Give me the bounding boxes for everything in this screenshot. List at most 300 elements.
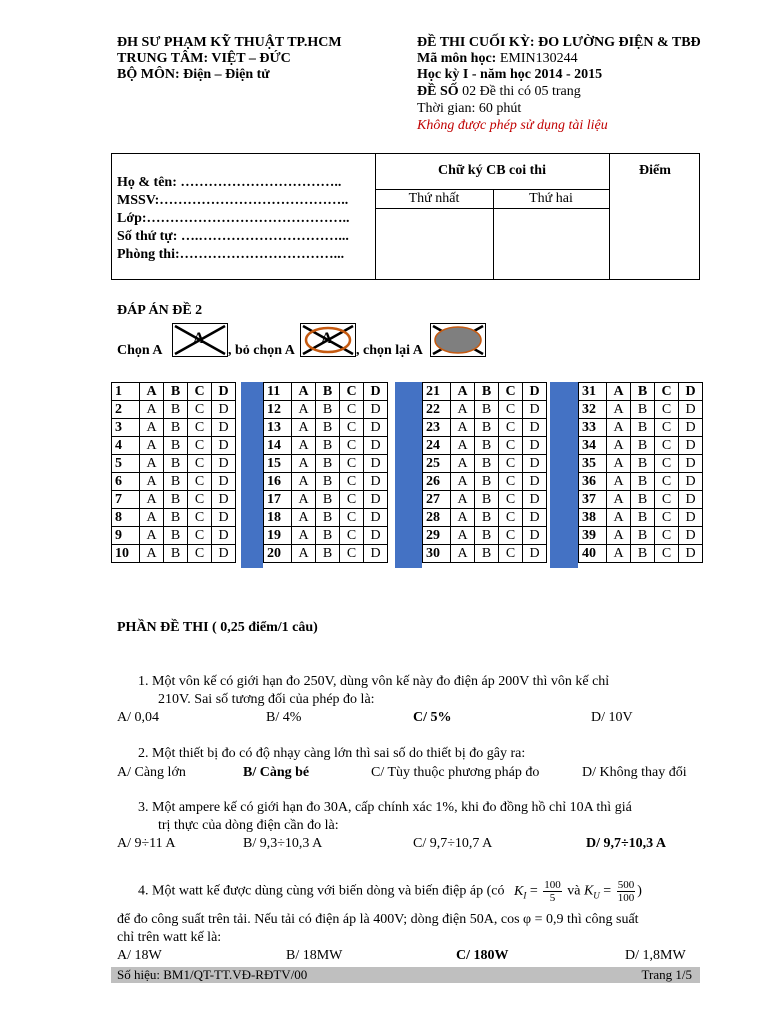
answer-bubble-a[interactable]: A	[451, 527, 475, 545]
answer-bubble-d[interactable]: D	[679, 437, 703, 455]
question-number: 39	[579, 527, 607, 545]
answer-bubble-b[interactable]: B	[316, 383, 340, 401]
ki-subscript: I	[523, 890, 527, 901]
question-1-text-cont: 210V. Sai số tương đối của phép đo là:	[158, 692, 375, 707]
answer-bubble-a[interactable]: A	[140, 401, 164, 419]
question-number: 1	[112, 383, 140, 401]
answer-bubble-b[interactable]: B	[475, 455, 499, 473]
answer-bubble-b[interactable]: B	[631, 419, 655, 437]
answer-bubble-a[interactable]: A	[607, 383, 631, 401]
ki-denominator: 5	[549, 892, 556, 904]
answer-bubble-d[interactable]: D	[679, 401, 703, 419]
answer-bubble-d[interactable]: D	[523, 509, 547, 527]
answer-bubble-d[interactable]: D	[364, 455, 388, 473]
question-4-option-a[interactable]: A/ 18W	[117, 948, 162, 963]
answer-row	[112, 491, 236, 509]
and-word: và	[567, 883, 581, 899]
divider	[375, 208, 609, 209]
answer-bubble-a[interactable]: A	[451, 383, 475, 401]
answer-bubble-d[interactable]: D	[679, 527, 703, 545]
answer-bubble-b[interactable]: B	[164, 383, 188, 401]
semester: Học kỳ I - năm học 2014 - 2015	[417, 67, 603, 82]
answer-bubble-b[interactable]: B	[164, 437, 188, 455]
answer-row	[112, 419, 236, 437]
answer-bubble-c[interactable]: C	[499, 419, 523, 437]
answer-bubble-b[interactable]: B	[631, 545, 655, 563]
answer-bubble-b[interactable]: B	[475, 437, 499, 455]
question-number: 25	[423, 455, 451, 473]
answer-bubble-a[interactable]: A	[292, 419, 316, 437]
answer-bubble-b[interactable]: B	[316, 527, 340, 545]
answer-bubble-d[interactable]: D	[523, 383, 547, 401]
field-class: Lớp:……………………………………..	[117, 211, 350, 226]
question-2-option-b[interactable]: B/ Càng bé	[243, 765, 310, 780]
ki-symbol: K	[513, 883, 524, 899]
answer-row	[264, 509, 388, 527]
question-number: 40	[579, 545, 607, 563]
answer-bubble-c[interactable]: C	[188, 401, 212, 419]
answer-bubble-b[interactable]: B	[316, 437, 340, 455]
answer-bubble-d[interactable]: D	[679, 419, 703, 437]
answer-bubble-a[interactable]: A	[292, 473, 316, 491]
answer-bubble-a[interactable]: A	[292, 509, 316, 527]
answer-bubble-a[interactable]: A	[451, 401, 475, 419]
exam-time: Thời gian: 60 phút	[417, 101, 522, 116]
divider	[375, 189, 609, 190]
answer-bubble-b[interactable]: B	[316, 491, 340, 509]
answer-grid-3	[422, 382, 547, 563]
answer-bubble-b[interactable]: B	[631, 401, 655, 419]
choose-label: Chọn A	[117, 343, 163, 358]
answer-bubble-a[interactable]: A	[140, 419, 164, 437]
answer-bubble-b[interactable]: B	[631, 437, 655, 455]
question-number: 28	[423, 509, 451, 527]
answer-bubble-a[interactable]: A	[451, 419, 475, 437]
answer-row	[579, 401, 703, 419]
answer-bubble-a[interactable]: A	[140, 527, 164, 545]
question-number: 36	[579, 473, 607, 491]
answer-row	[423, 401, 547, 419]
question-number: 15	[264, 455, 292, 473]
exam-number: 02 Đề thi có 05 trang	[458, 84, 581, 99]
answer-row	[423, 545, 547, 563]
answer-bubble-c[interactable]: C	[340, 473, 364, 491]
ku-subscript: U	[593, 890, 600, 901]
question-4-option-c[interactable]: C/ 180W	[456, 948, 509, 963]
field-student-id: MSSV:…………………………………..	[117, 193, 349, 208]
student-info-table	[111, 153, 700, 280]
answer-bubble-d[interactable]: D	[523, 401, 547, 419]
answer-bubble-b[interactable]: B	[631, 509, 655, 527]
question-2-option-d[interactable]: D/ Không thay đổi	[582, 765, 687, 780]
answer-bubble-a[interactable]: A	[607, 527, 631, 545]
answer-bubble-a[interactable]: A	[140, 473, 164, 491]
answer-bubble-c[interactable]: C	[655, 545, 679, 563]
question-3-text: 3. Một ampere kế có giới hạn đo 30A, cấp chính xác 1%, khi đo đồng hồ chỉ 10A thì giá	[138, 800, 632, 815]
exam-note: Không được phép sử dụng tài liệu	[417, 118, 608, 133]
answer-bubble-d[interactable]: D	[364, 527, 388, 545]
answer-bubble-c[interactable]: C	[340, 491, 364, 509]
question-3-option-a[interactable]: A/ 9÷11 A	[117, 836, 176, 851]
answer-bubble-d[interactable]: D	[212, 545, 236, 563]
answer-bubble-c[interactable]: C	[499, 509, 523, 527]
question-3-option-c[interactable]: C/ 9,7÷10,7 A	[413, 836, 493, 851]
answer-bubble-d[interactable]: D	[679, 455, 703, 473]
answer-bubble-c[interactable]: C	[499, 473, 523, 491]
mark-rechoose	[430, 323, 486, 357]
answer-row	[579, 491, 703, 509]
question-number: 16	[264, 473, 292, 491]
question-2-option-c[interactable]: C/ Tùy thuộc phương pháp đo	[371, 765, 540, 780]
exam-number-line	[417, 84, 581, 100]
answer-bubble-b[interactable]: B	[316, 473, 340, 491]
question-number: 17	[264, 491, 292, 509]
answer-bubble-d[interactable]: D	[212, 419, 236, 437]
question-number: 20	[264, 545, 292, 563]
answer-bubble-b[interactable]: B	[316, 509, 340, 527]
answer-bubble-c[interactable]: C	[340, 545, 364, 563]
answer-bubble-c[interactable]: C	[499, 491, 523, 509]
answer-bubble-a[interactable]: A	[292, 383, 316, 401]
answer-row	[264, 401, 388, 419]
answer-bubble-b[interactable]: B	[475, 419, 499, 437]
answer-bubble-d[interactable]: D	[679, 383, 703, 401]
question-number: 14	[264, 437, 292, 455]
answer-bubble-c[interactable]: C	[655, 419, 679, 437]
course-code: EMIN130244	[499, 51, 578, 66]
answer-bubble-c[interactable]: C	[499, 401, 523, 419]
answer-bubble-d[interactable]: D	[679, 491, 703, 509]
question-number: 13	[264, 419, 292, 437]
field-room: Phòng thi:……………………………...	[117, 247, 345, 262]
answer-bubble-a[interactable]: A	[140, 437, 164, 455]
answer-row	[579, 455, 703, 473]
answer-row	[579, 419, 703, 437]
answer-row	[112, 509, 236, 527]
answer-bubble-b[interactable]: B	[164, 473, 188, 491]
answer-bubble-a[interactable]: A	[140, 383, 164, 401]
answer-bubble-d[interactable]: D	[212, 455, 236, 473]
answer-bubble-c[interactable]: C	[499, 527, 523, 545]
rechoose-label: , chọn lại A	[356, 343, 423, 358]
answer-bubble-a[interactable]: A	[607, 473, 631, 491]
question-1-text: 1. Một vôn kế có giới hạn đo 250V, dùng vôn kế này đo điện áp 200V thì vôn kế chỉ	[138, 674, 610, 689]
question-4-option-d[interactable]: D/ 1,8MW	[625, 948, 686, 963]
mark-letter: A	[321, 330, 333, 347]
question-number: 6	[112, 473, 140, 491]
answer-bubble-c[interactable]: C	[188, 545, 212, 563]
footer-code: Số hiệu: BM1/QT-TT.VĐ-RĐTV/00	[117, 967, 308, 982]
answer-bubble-b[interactable]: B	[631, 455, 655, 473]
answer-bubble-c[interactable]: C	[340, 527, 364, 545]
answer-row	[112, 383, 236, 401]
answer-bubble-d[interactable]: D	[212, 383, 236, 401]
answer-bubble-c[interactable]: C	[188, 455, 212, 473]
answer-bubble-a[interactable]: A	[292, 455, 316, 473]
section-title: PHẦN ĐỀ THI ( 0,25 điểm/1 câu)	[117, 620, 318, 635]
answer-bubble-b[interactable]: B	[316, 545, 340, 563]
answer-row	[579, 383, 703, 401]
question-number: 4	[112, 437, 140, 455]
answer-bubble-c[interactable]: C	[655, 455, 679, 473]
question-number: 18	[264, 509, 292, 527]
question-1-option-c[interactable]: C/ 5%	[413, 710, 452, 725]
answer-row	[423, 491, 547, 509]
answer-bubble-a[interactable]: A	[140, 509, 164, 527]
answer-row	[112, 437, 236, 455]
question-3-option-b[interactable]: B/ 9,3÷10,3 A	[243, 836, 323, 851]
question-number: 23	[423, 419, 451, 437]
answer-bubble-d[interactable]: D	[212, 491, 236, 509]
answer-bubble-d[interactable]: D	[212, 509, 236, 527]
answer-bubble-c[interactable]: C	[655, 509, 679, 527]
answer-bubble-d[interactable]: D	[523, 491, 547, 509]
question-number: 29	[423, 527, 451, 545]
answer-bubble-d[interactable]: D	[679, 545, 703, 563]
answer-bubble-a[interactable]: A	[451, 545, 475, 563]
ki-numerator: 100	[544, 879, 561, 891]
answer-bubble-d[interactable]: D	[679, 509, 703, 527]
answer-bubble-b[interactable]: B	[316, 401, 340, 419]
answer-bubble-a[interactable]: A	[607, 509, 631, 527]
answer-bubble-d[interactable]: D	[364, 491, 388, 509]
question-number: 26	[423, 473, 451, 491]
answer-bubble-d[interactable]: D	[523, 455, 547, 473]
ki-fraction	[543, 879, 562, 904]
question-number: 9	[112, 527, 140, 545]
answer-bubble-d[interactable]: D	[364, 509, 388, 527]
answer-bubble-a[interactable]: A	[292, 401, 316, 419]
answer-bubble-c[interactable]: C	[188, 527, 212, 545]
answer-bubble-a[interactable]: A	[607, 419, 631, 437]
answer-bubble-d[interactable]: D	[523, 437, 547, 455]
answer-bubble-c[interactable]: C	[340, 419, 364, 437]
field-name: Họ & tên: ……………………………..	[117, 175, 342, 190]
answer-bubble-d[interactable]: D	[523, 419, 547, 437]
answer-bubble-b[interactable]: B	[475, 491, 499, 509]
answer-bubble-d[interactable]: D	[212, 401, 236, 419]
answer-bubble-c[interactable]: C	[188, 473, 212, 491]
mark-choose	[172, 323, 228, 357]
question-3-option-d[interactable]: D/ 9,7÷10,3 A	[586, 836, 667, 851]
answer-bubble-d[interactable]: D	[364, 437, 388, 455]
question-number: 31	[579, 383, 607, 401]
answer-bubble-a[interactable]: A	[607, 491, 631, 509]
question-4-text: 4. Một watt kế được dùng cùng với biến dòng và biến điệp áp (có $K_I$ = $\frac{100}{5}$ và $K_U$ = $\frac{500}{100}$ )	[138, 879, 642, 904]
answer-row	[112, 455, 236, 473]
answer-bubble-b[interactable]: B	[164, 491, 188, 509]
answer-bubble-c[interactable]: C	[340, 455, 364, 473]
ku-numerator: 500	[617, 879, 635, 891]
answer-bubble-d[interactable]: D	[364, 383, 388, 401]
answer-bubble-a[interactable]: A	[292, 437, 316, 455]
grid-separator	[241, 382, 263, 568]
answer-row	[423, 455, 547, 473]
answer-bubble-b[interactable]: B	[631, 383, 655, 401]
answer-bubble-c[interactable]: C	[188, 383, 212, 401]
answer-bubble-a[interactable]: A	[451, 509, 475, 527]
answer-grid-2	[263, 382, 388, 563]
signature-header: Chữ ký CB coi thi	[438, 163, 546, 178]
answer-bubble-c[interactable]: C	[655, 491, 679, 509]
answer-bubble-d[interactable]: D	[523, 527, 547, 545]
answer-row	[423, 437, 547, 455]
answer-bubble-c[interactable]: C	[655, 401, 679, 419]
answer-bubble-d[interactable]: D	[212, 437, 236, 455]
proctor-second: Thứ hai	[529, 191, 573, 206]
answer-bubble-d[interactable]: D	[212, 473, 236, 491]
proctor-first: Thứ nhất	[408, 191, 460, 206]
answer-bubble-c[interactable]: C	[340, 401, 364, 419]
answer-bubble-c[interactable]: C	[188, 491, 212, 509]
answer-bubble-b[interactable]: B	[164, 401, 188, 419]
answer-bubble-b[interactable]: B	[164, 527, 188, 545]
question-2-option-a[interactable]: A/ Càng lớn	[117, 765, 186, 780]
answer-bubble-c[interactable]: C	[188, 509, 212, 527]
filled-circle-mark-icon	[431, 324, 485, 356]
course-code-line	[417, 51, 578, 67]
answer-bubble-b[interactable]: B	[164, 509, 188, 527]
answer-bubble-d[interactable]: D	[364, 545, 388, 563]
question-number: 33	[579, 419, 607, 437]
question-3-text-cont: trị thực của dòng điện cần đo là:	[158, 818, 339, 833]
mark-unchoose	[300, 323, 356, 357]
question-number: 35	[579, 455, 607, 473]
ku-denominator: 100	[617, 892, 635, 904]
answer-bubble-a[interactable]: A	[607, 455, 631, 473]
answer-bubble-a[interactable]: A	[451, 455, 475, 473]
question-number: 2	[112, 401, 140, 419]
grid-separator	[550, 382, 578, 568]
answer-row	[423, 473, 547, 491]
footer-page: Trang 1/5	[641, 967, 692, 982]
answer-bubble-b[interactable]: B	[316, 455, 340, 473]
answer-bubble-b[interactable]: B	[475, 509, 499, 527]
answer-bubble-b[interactable]: B	[631, 473, 655, 491]
answer-row	[112, 527, 236, 545]
answer-bubble-c[interactable]: C	[655, 383, 679, 401]
answer-bubble-c[interactable]: C	[340, 509, 364, 527]
answer-key-title: ĐÁP ÁN ĐỀ 2	[117, 303, 203, 318]
question-number: 37	[579, 491, 607, 509]
answer-bubble-b[interactable]: B	[475, 401, 499, 419]
answer-bubble-d[interactable]: D	[364, 473, 388, 491]
question-number: 34	[579, 437, 607, 455]
answer-row	[112, 473, 236, 491]
answer-bubble-c[interactable]: C	[340, 383, 364, 401]
answer-bubble-a[interactable]: A	[607, 545, 631, 563]
unchoose-label: , bỏ chọn A	[228, 343, 295, 358]
question-number: 7	[112, 491, 140, 509]
question-4-text-cont2: chỉ trên watt kế là:	[117, 930, 222, 945]
answer-bubble-b[interactable]: B	[475, 383, 499, 401]
answer-bubble-c[interactable]: C	[499, 383, 523, 401]
department-name: BỘ MÔN: Điện – Điện tử	[117, 67, 270, 82]
answer-bubble-b[interactable]: B	[475, 527, 499, 545]
ku-symbol: K	[583, 883, 594, 899]
question-1-option-a[interactable]: A/ 0,04	[117, 710, 159, 725]
answer-bubble-c[interactable]: C	[499, 455, 523, 473]
answer-bubble-d[interactable]: D	[212, 527, 236, 545]
answer-bubble-a[interactable]: A	[451, 437, 475, 455]
question-number: 27	[423, 491, 451, 509]
answer-bubble-d[interactable]: D	[364, 401, 388, 419]
question-1-option-d[interactable]: D/ 10V	[591, 710, 633, 725]
question-number: 32	[579, 401, 607, 419]
question-number: 8	[112, 509, 140, 527]
answer-bubble-b[interactable]: B	[631, 491, 655, 509]
question-number: 38	[579, 509, 607, 527]
answer-bubble-c[interactable]: C	[499, 545, 523, 563]
question-number: 21	[423, 383, 451, 401]
answer-bubble-b[interactable]: B	[164, 419, 188, 437]
answer-row	[112, 545, 236, 563]
answer-row	[264, 527, 388, 545]
answer-bubble-a[interactable]: A	[292, 491, 316, 509]
answer-bubble-b[interactable]: B	[164, 455, 188, 473]
answer-bubble-b[interactable]: B	[316, 419, 340, 437]
answer-bubble-a[interactable]: A	[140, 491, 164, 509]
school-name: ĐH SƯ PHẠM KỸ THUẬT TP.HCM	[117, 35, 342, 50]
answer-bubble-a[interactable]: A	[140, 545, 164, 563]
answer-row	[579, 509, 703, 527]
answer-row	[112, 401, 236, 419]
answer-row	[264, 437, 388, 455]
answer-bubble-c[interactable]: C	[340, 437, 364, 455]
answer-bubble-c[interactable]: C	[188, 437, 212, 455]
answer-bubble-a[interactable]: A	[140, 455, 164, 473]
answer-row	[579, 527, 703, 545]
answer-bubble-d[interactable]: D	[523, 545, 547, 563]
answer-bubble-d[interactable]: D	[679, 473, 703, 491]
question-number: 19	[264, 527, 292, 545]
answer-row	[264, 491, 388, 509]
answer-bubble-a[interactable]: A	[607, 437, 631, 455]
answer-bubble-d[interactable]: D	[364, 419, 388, 437]
question-2-text: 2. Một thiết bị đo có độ nhạy càng lớn thì sai số do thiết bị đo gây ra:	[138, 746, 526, 761]
question-number: 11	[264, 383, 292, 401]
answer-bubble-b[interactable]: B	[164, 545, 188, 563]
answer-bubble-a[interactable]: A	[292, 527, 316, 545]
answer-bubble-a[interactable]: A	[451, 491, 475, 509]
answer-bubble-b[interactable]: B	[475, 545, 499, 563]
question-4-option-b[interactable]: B/ 18MW	[286, 948, 343, 963]
answer-row	[264, 455, 388, 473]
answer-bubble-b[interactable]: B	[475, 473, 499, 491]
question-number: 10	[112, 545, 140, 563]
answer-bubble-c[interactable]: C	[188, 419, 212, 437]
ku-fraction	[617, 879, 636, 904]
answer-bubble-c[interactable]: C	[655, 527, 679, 545]
answer-bubble-c[interactable]: C	[499, 437, 523, 455]
exam-title: ĐỀ THI CUỐI KỲ: ĐO LƯỜNG ĐIỆN & TBĐ	[417, 35, 701, 50]
answer-bubble-c[interactable]: C	[655, 437, 679, 455]
answer-bubble-a[interactable]: A	[451, 473, 475, 491]
answer-bubble-c[interactable]: C	[655, 473, 679, 491]
question-number: 3	[112, 419, 140, 437]
answer-row	[423, 509, 547, 527]
answer-bubble-a[interactable]: A	[607, 401, 631, 419]
answer-bubble-b[interactable]: B	[631, 527, 655, 545]
question-number: 22	[423, 401, 451, 419]
answer-bubble-a[interactable]: A	[292, 545, 316, 563]
answer-row	[423, 527, 547, 545]
answer-row	[423, 383, 547, 401]
footer-bar	[111, 967, 700, 983]
question-1-option-b[interactable]: B/ 4%	[266, 710, 302, 725]
answer-bubble-d[interactable]: D	[523, 473, 547, 491]
question-number: 5	[112, 455, 140, 473]
